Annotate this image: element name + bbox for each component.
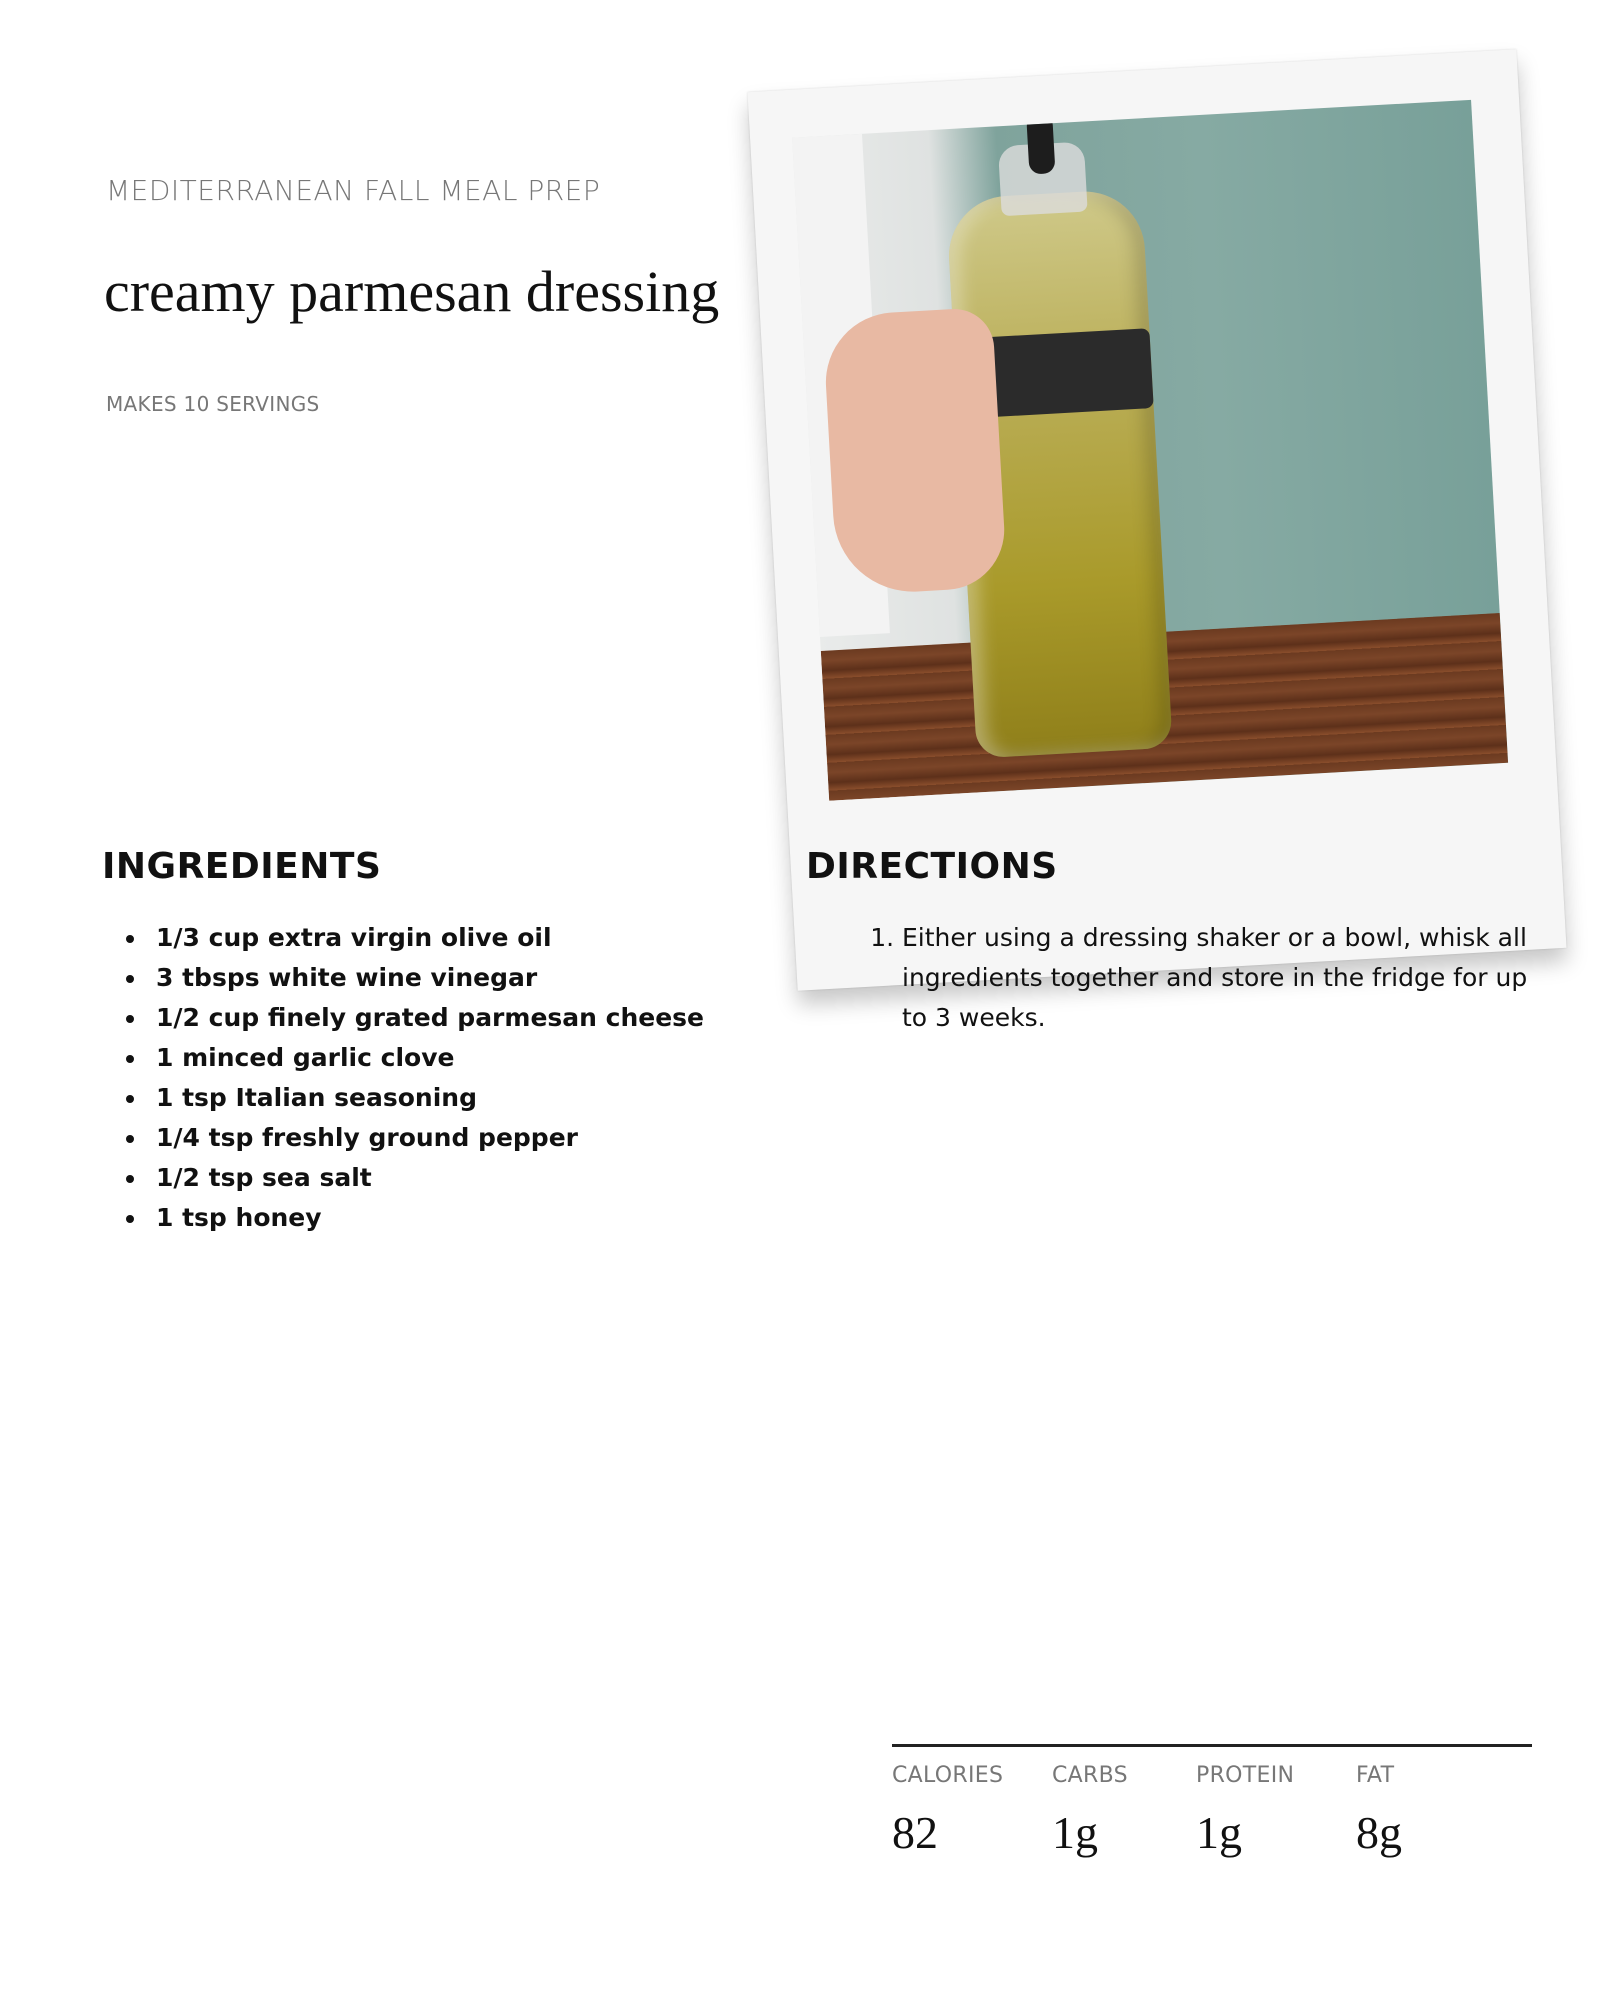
nutrition-fat	[1356, 1763, 1516, 1859]
nutrition-protein	[1196, 1763, 1356, 1859]
ingredient-item: • 1/2 tsp sea salt	[148, 1158, 788, 1198]
ingredient-item: • 1 minced garlic clove	[148, 1038, 788, 1078]
recipe-title: creamy parmesan dressing	[104, 259, 720, 324]
servings-label: MAKES 10 SERVINGS	[106, 392, 320, 416]
nutrition-value: 1g	[1052, 1807, 1098, 1858]
nutrition-label: PROTEIN	[1196, 1763, 1295, 1788]
ingredients-heading: INGREDIENTS	[102, 846, 382, 887]
ingredient-item: • 1 tsp Italian seasoning	[148, 1078, 788, 1118]
nutrition-value: 1g	[1196, 1807, 1242, 1858]
nutrition-label: CARBS	[1052, 1763, 1128, 1788]
nutrition-value: 82	[892, 1807, 938, 1858]
photo-jar-spout	[1026, 113, 1055, 174]
nutrition-panel	[892, 1744, 1532, 1859]
nutrition-calories	[892, 1763, 1052, 1859]
nutrition-carbs	[1052, 1763, 1196, 1859]
ingredient-item: • 1/4 tsp freshly ground pepper	[148, 1118, 788, 1158]
recipe-photo	[792, 100, 1508, 801]
direction-step: 1. Either using a dressing shaker or a bowl, whisk all ingredients together and store in the fridge for up to 3 weeks.	[902, 918, 1542, 1038]
ingredient-item: • 3 tbsps white wine vinegar	[148, 958, 788, 998]
ingredients-list	[110, 918, 788, 1238]
directions-heading: DIRECTIONS	[806, 846, 1058, 887]
ingredient-item: • 1/2 cup finely grated parmesan cheese	[148, 998, 788, 1038]
nutrition-value: 8g	[1356, 1807, 1402, 1858]
photo-hand	[822, 307, 1007, 596]
ingredient-item: • 1 tsp honey	[148, 1198, 788, 1238]
nutrition-label: CALORIES	[892, 1763, 1004, 1788]
collection-label: MEDITERRANEAN FALL MEAL PREP	[106, 174, 601, 207]
directions-list	[876, 918, 1542, 1038]
ingredient-item: • 1/3 cup extra virgin olive oil	[148, 918, 788, 958]
nutrition-label: FAT	[1356, 1763, 1395, 1788]
